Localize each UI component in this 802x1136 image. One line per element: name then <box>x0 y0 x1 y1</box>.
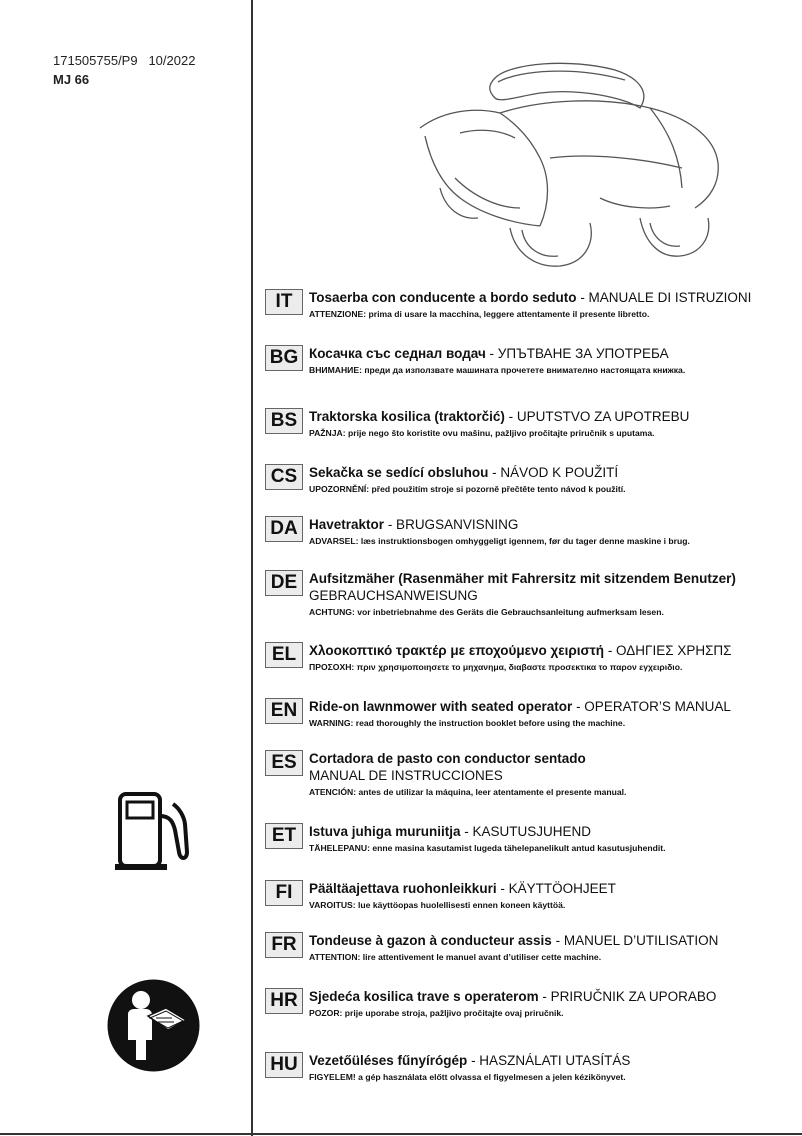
vertical-divider <box>251 0 253 1136</box>
lang-warning: WARNING: read thoroughly the instruction booklet before using the machine. <box>309 718 626 728</box>
lang-title: Havetraktor <box>309 517 385 532</box>
lang-title: Vezetőüléses fűnyírógép <box>309 1053 468 1068</box>
lang-title: Sjedeća kosilica trave s operaterom <box>309 989 539 1004</box>
doc-date: 10/2022 <box>148 53 196 68</box>
lang-warning: POZOR: prije uporabe stroja, pažljivo pročitajte ovaj priručnik. <box>309 1008 564 1018</box>
doc-number-line <box>53 53 195 68</box>
lang-subtitle: - HASZNÁLATI UTASÍTÁS <box>471 1053 631 1068</box>
lang-code: ES <box>265 750 303 776</box>
read-manual-icon <box>106 978 201 1073</box>
lang-subtitle: - MANUALE DI ISTRUZIONI <box>580 290 752 305</box>
model-name: MJ 66 <box>53 72 90 87</box>
lang-warning: UPOZORNĚNÍ: před použitím stroje si pozorně přečtěte tento návod k použití. <box>309 484 626 494</box>
lang-subtitle: - BRUGSANVISNING <box>387 517 519 532</box>
lang-subtitle: - NÁVOD K POUŽITÍ <box>492 465 619 480</box>
doc-number: 171505755/P9 <box>53 53 138 68</box>
lang-title: Χλοοκοπτικό τρακτέρ με εποχούμενο χειριστή <box>309 643 605 658</box>
lang-code: EN <box>265 698 303 724</box>
ride-on-mower-illustration <box>400 58 730 273</box>
lang-title: Aufsitzmäher (Rasenmäher mit Fahrersitz mit sitzendem Benutzer) <box>309 571 736 586</box>
bottom-divider <box>0 1133 802 1135</box>
lang-subtitle: - KASUTUSJUHEND <box>464 824 592 839</box>
lang-warning: ВНИМАНИЕ: преди да използвате машината прочетете внимателно настоящата книжка. <box>309 365 686 375</box>
lang-subtitle: - KÄYTTÖOHJEET <box>500 881 616 896</box>
lang-title: Cortadora de pasto con conductor sentado <box>309 751 586 766</box>
lang-subtitle: - UPUTSTVO ZA UPOTREBU <box>508 409 690 424</box>
lang-warning: ADVARSEL: læs instruktionsbogen omhyggeligt igennem, før du tager denne maskine i brug. <box>309 536 690 546</box>
lang-code: EL <box>265 642 303 668</box>
lang-warning: ATTENZIONE: prima di usare la macchina, leggere attentamente il presente libretto. <box>309 309 650 319</box>
lang-title: Päältäajettava ruohonleikkuri <box>309 881 497 896</box>
lang-title: Косачка със седнал водач <box>309 346 486 361</box>
lang-subtitle: MANUAL DE INSTRUCCIONES <box>309 768 503 783</box>
lang-subtitle: - PRIRUČNIK ZA UPORABO <box>542 989 717 1004</box>
lang-warning: PAŽNJA: prije nego što koristite ovu mašinu, pažljivo pročitajte priručnik s uputama. <box>309 428 655 438</box>
lang-title: Tondeuse à gazon à conducteur assis <box>309 933 552 948</box>
lang-subtitle: - OPERATOR’S MANUAL <box>576 699 731 714</box>
lang-warning: VAROITUS: lue käyttöopas huolellisesti ennen koneen käyttöä. <box>309 900 566 910</box>
fuel-pump-icon <box>115 790 190 872</box>
lang-subtitle: - УПЪТВАНЕ ЗА УПОТРЕБА <box>489 346 669 361</box>
lang-title: Ride-on lawnmower with seated operator <box>309 699 573 714</box>
lang-code: CS <box>265 464 303 490</box>
lang-subtitle: - ΟΔΗΓΙΕΣ ΧΡΗΣΠΣ <box>607 643 732 658</box>
lang-title: Sekačka se sedící obsluhou <box>309 465 489 480</box>
lang-code: ET <box>265 823 303 849</box>
lang-code: HR <box>265 988 303 1014</box>
lang-subtitle: - MANUEL D’UTILISATION <box>555 933 719 948</box>
lang-code: BG <box>265 345 303 371</box>
lang-code: DE <box>265 570 303 596</box>
lang-warning: ΠΡΟΣΟΧΗ: πριν χρησιμοποιησετε το μηχανημα, διαβαστε προσεκτικα το παρον εγχειριδιο. <box>309 662 683 672</box>
lang-code: BS <box>265 408 303 434</box>
lang-code: HU <box>265 1052 303 1078</box>
lang-warning: TÄHELEPANU: enne masina kasutamist lugeda tähelepanelikult antud kasutusjuhendit. <box>309 843 666 853</box>
lang-code: IT <box>265 289 303 315</box>
lang-subtitle: GEBRAUCHSANWEISUNG <box>309 588 478 603</box>
lang-title: Traktorska kosilica (traktorčić) <box>309 409 505 424</box>
lang-code: FI <box>265 880 303 906</box>
lang-title: Tosaerba con conducente a bordo seduto <box>309 290 577 305</box>
lang-code: DA <box>265 516 303 542</box>
lang-warning: ACHTUNG: vor inbetriebnahme des Geräts die Gebrauchsanleitung aufmerksam lesen. <box>309 607 664 617</box>
lang-warning: ATTENTION: lire attentivement le manuel avant d’utiliser cette machine. <box>309 952 602 962</box>
lang-title: Istuva juhiga muruniitja <box>309 824 461 839</box>
lang-code: FR <box>265 932 303 958</box>
lang-warning: ATENCIÓN: antes de utilizar la máquina, leer atentamente el presente manual. <box>309 787 627 797</box>
lang-warning: FIGYELEM! a gép használata előtt olvassa el figyelmesen a jelen kézikönyvet. <box>309 1072 626 1082</box>
